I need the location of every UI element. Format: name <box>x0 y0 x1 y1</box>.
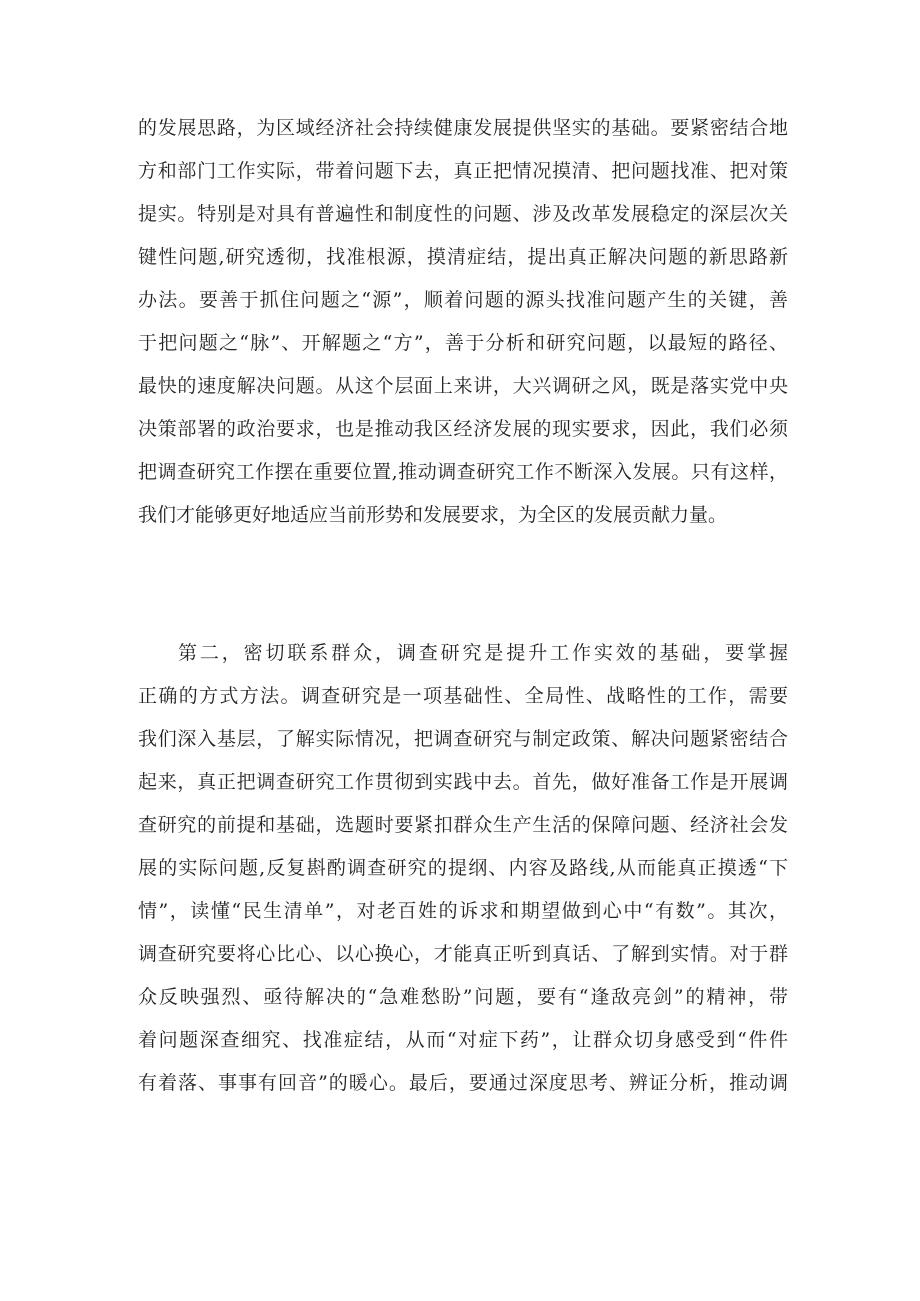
paragraph-line: 键性问题,研究透彻，找准根源，摸清症结，提出真正解决问题的新思路新 <box>138 246 788 268</box>
paragraph-line: 我们深入基层，了解实际情况，把调查研究与制定政策、解决问题紧密结合 <box>138 728 788 750</box>
paragraph-line: 展的实际问题,反复斟酌调查研究的提纲、内容及路线,从而能真正摸透“下 <box>138 857 788 879</box>
paragraph-line: 的发展思路，为区域经济社会持续健康发展提供坚实的基础。要紧密结合地 <box>138 117 788 139</box>
paragraph-line: 方和部门工作实际，带着问题下去，真正把情况摸清、把问题找准、把对策 <box>138 160 788 182</box>
paragraph-line: 众反映强烈、亟待解决的“急难愁盼”问题，要有“逢敌亮剑”的精神，带 <box>138 986 788 1008</box>
paragraph-line: 着问题深查细究、找准症结，从而“对症下药”，让群众切身感受到“件件 <box>138 1029 788 1051</box>
paragraph-line: 我们才能够更好地适应当前形势和发展要求，为全区的发展贡献力量。 <box>138 504 728 526</box>
paragraph-line: 正确的方式方法。调查研究是一项基础性、全局性、战略性的工作，需要 <box>138 685 788 707</box>
paragraph-line: 有着落、事事有回音”的暖心。最后，要通过深度思考、辨证分析，推动调 <box>138 1072 788 1094</box>
paragraph-line: 最快的速度解决问题。从这个层面上来讲，大兴调研之风，既是落实党中央 <box>138 375 788 397</box>
paragraph-line: 查研究的前提和基础，选题时要紧扣群众生产生活的保障问题、经济社会发 <box>138 814 788 836</box>
paragraph-line: 于把问题之“脉”、开解题之“方”，善于分析和研究问题，以最短的路径、 <box>138 332 788 354</box>
paragraph-line: 办法。要善于抓住问题之“源”，顺着问题的源头找准问题产生的关键，善 <box>138 289 788 311</box>
paragraph-line: 第二，密切联系群众，调查研究是提升工作实效的基础，要掌握 <box>178 642 788 664</box>
paragraph-line: 决策部署的政治要求，也是推动我区经济发展的现实要求，因此，我们必须 <box>138 418 788 440</box>
paragraph-line: 提实。特别是对具有普遍性和制度性的问题、涉及改革发展稳定的深层次关 <box>138 203 788 225</box>
paragraph-line: 情”，读懂“民生清单”，对老百姓的诉求和期望做到心中“有数”。其次， <box>138 900 788 922</box>
paragraph-line: 把调查研究工作摆在重要位置,推动调查研究工作不断深入发展。只有这样， <box>138 461 788 483</box>
paragraph-line: 起来，真正把调查研究工作贯彻到实践中去。首先，做好准备工作是开展调 <box>138 771 788 793</box>
paragraph-line: 调查研究要将心比心、以心换心，才能真正听到真话、了解到实情。对于群 <box>138 943 788 965</box>
